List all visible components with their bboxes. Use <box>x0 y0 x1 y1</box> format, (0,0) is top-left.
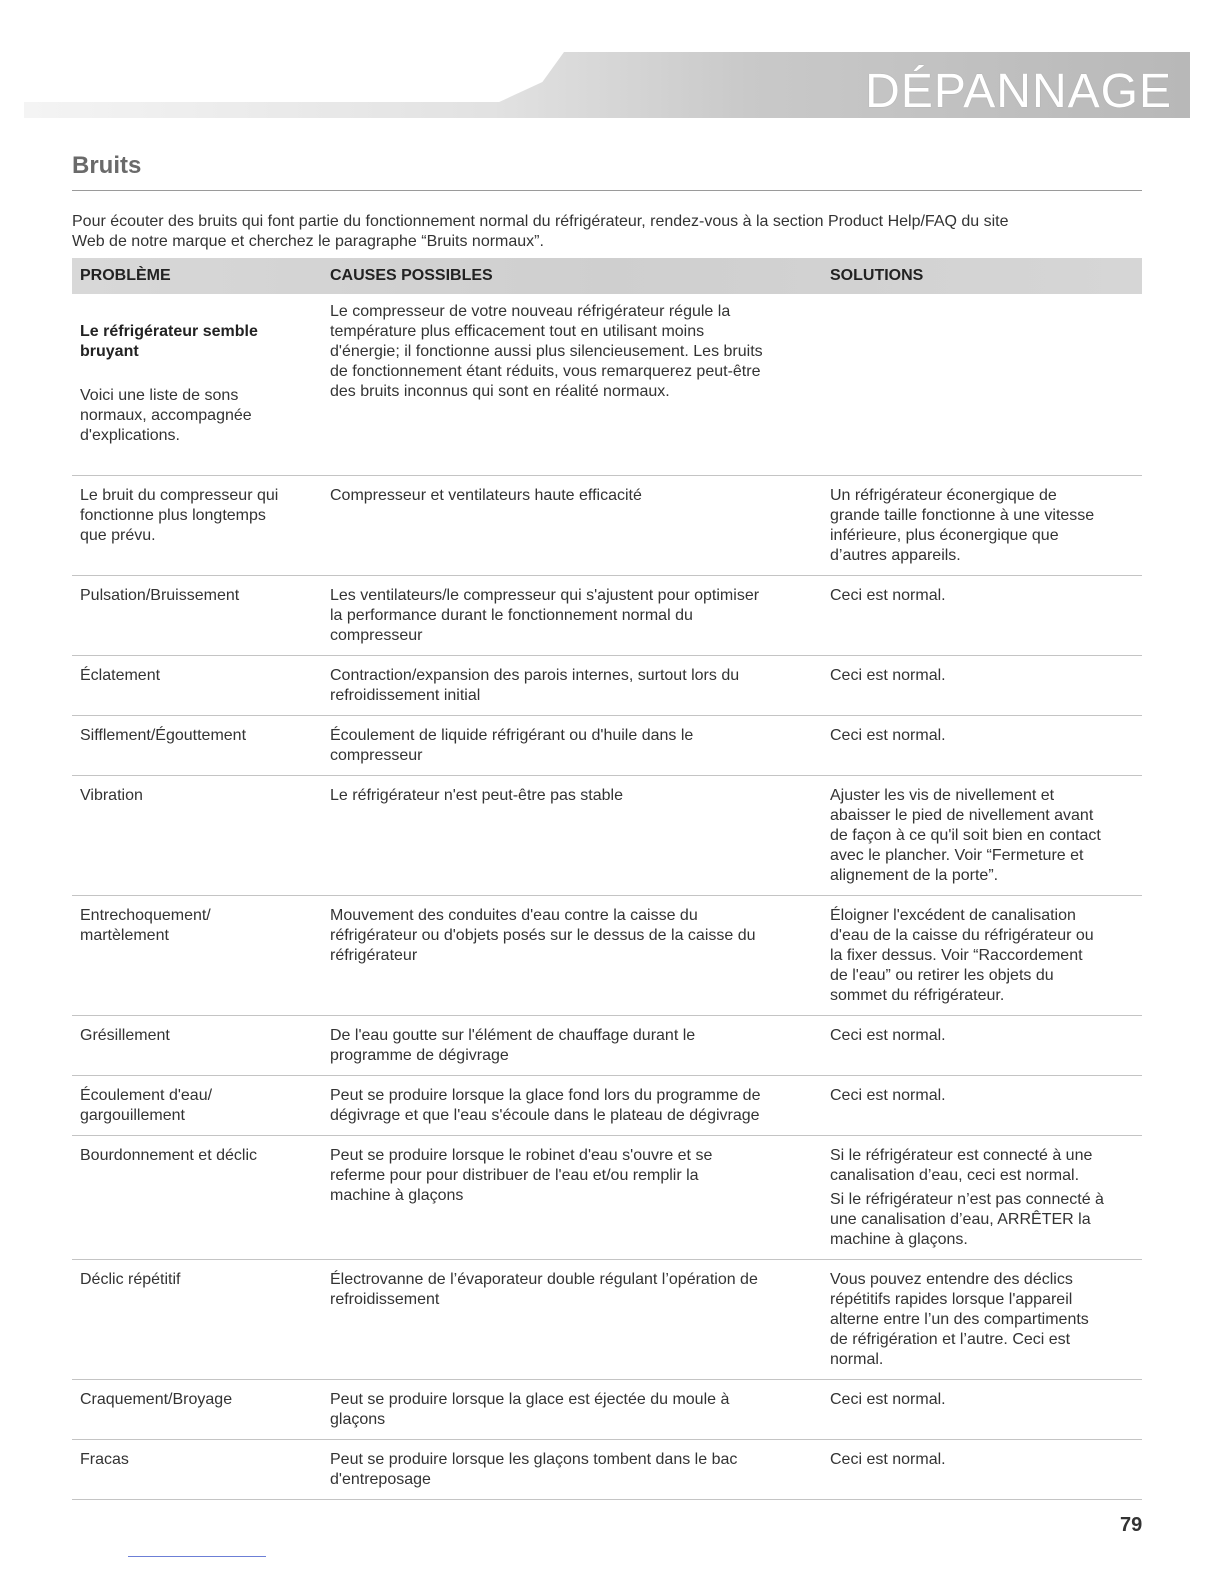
page-number: 79 <box>1120 1514 1143 1536</box>
solution-text: Ceci est normal. <box>830 1027 946 1044</box>
solution-cell <box>822 906 1142 1006</box>
table-row <box>72 1260 1142 1380</box>
problem-cell: Fracas <box>80 1451 129 1468</box>
solution-cell <box>822 302 1142 466</box>
footer-link-line <box>128 1556 266 1557</box>
solution-cell <box>822 1450 1142 1490</box>
problem-cell: Sifflement/Égouttement <box>80 727 247 744</box>
solution-text: Si le réfrigérateur est connecté à une canalisation d’eau, ceci est normal. <box>830 1147 1093 1184</box>
table-row <box>72 1380 1142 1440</box>
section-title: Bruits <box>72 152 142 179</box>
solution-text: Ceci est normal. <box>830 1451 946 1468</box>
solution-text: Ceci est normal. <box>830 1391 946 1408</box>
solution-text: Ceci est normal. <box>830 587 946 604</box>
solution-text: Ajuster les vis de nivellement et abaisser le pied de nivellement avant de façon à ce qu'il soit bien en contact avec le plancher. Voir “Fermeture et alignement de la porte”. <box>830 787 1101 884</box>
table-row <box>72 476 1142 576</box>
solution-cell <box>822 1026 1142 1066</box>
problem-cell: Éclatement <box>80 667 161 684</box>
cause-cell: Les ventilateurs/le compresseur qui s'ajustent pour optimiser la performance durant le fonctionnement normal du compresseur <box>330 587 760 644</box>
cause-cell: Électrovanne de l’évaporateur double régulant l’opération de refroidissement <box>330 1271 758 1308</box>
header-solutions: SOLUTIONS <box>830 267 924 284</box>
solution-cell <box>822 1270 1142 1370</box>
table-row <box>72 1076 1142 1136</box>
solution-text: Un réfrigérateur éconergique de grande taille fonctionne à une vitesse inférieure, plus éconergique que d’autres appareils. <box>830 487 1095 564</box>
cause-cell: Le compresseur de votre nouveau réfrigérateur régule la température plus efficacement tout en utilisant moins d'énergie; il fonctionne aussi plus silencieusement. Les bruits de fonctionnement étant réduits, vous remarquerez peut-être des bruits inconnus qui sont en réalité normaux. <box>330 303 763 400</box>
solution-cell <box>822 1390 1142 1430</box>
cause-cell: Peut se produire lorsque les glaçons tombent dans le bac d'entreposage <box>330 1451 738 1488</box>
problem-cell: Craquement/Broyage <box>80 1391 233 1408</box>
table-row <box>72 1016 1142 1076</box>
problem-cell: Écoulement d'eau/ gargouillement <box>80 1087 213 1124</box>
cause-cell: Mouvement des conduites d'eau contre la caisse du réfrigérateur ou d'objets posés sur le dessus de la caisse du réfrigérateur <box>330 907 756 964</box>
cause-cell: Compresseur et ventilateurs haute efficacité <box>330 487 642 504</box>
solution-cell <box>822 726 1142 766</box>
cause-cell: Peut se produire lorsque la glace est éjectée du moule à glaçons <box>330 1391 730 1428</box>
solution-text: Ceci est normal. <box>830 727 946 744</box>
solution-text: Éloigner l'excédent de canalisation d'eau de la caisse du réfrigérateur ou la fixer dessus. Voir “Raccordement de l'eau” ou retirer les objets du sommet du réfrigérateur. <box>830 907 1094 1004</box>
cause-cell: Le réfrigérateur n'est peut-être pas stable <box>330 787 623 804</box>
header-causes: CAUSES POSSIBLES <box>330 267 493 284</box>
solution-text-secondary: Si le réfrigérateur n’est pas connecté à une canalisation d’eau, ARRÊTER la machine à glaçons. <box>830 1191 1104 1248</box>
banner-title: DÉPANNAGE <box>865 65 1172 118</box>
table-row <box>72 776 1142 896</box>
problem-cell: Le bruit du compresseur qui fonctionne plus longtemps que prévu. <box>80 487 279 544</box>
problem-description: Voici une liste de sons normaux, accompagnée d'explications. <box>80 387 252 444</box>
solution-text: Vous pouvez entendre des déclics répétitifs rapides lorsque l'appareil alterne entre l’un des compartiments de réfrigération et l’autre. Ceci est normal. <box>830 1271 1089 1368</box>
problem-cell <box>72 302 322 466</box>
solution-cell <box>822 786 1142 886</box>
header-problem: PROBLÈME <box>80 267 171 284</box>
cause-cell: Peut se produire lorsque la glace fond lors du programme de dégivrage et que l'eau s'écoule dans le plateau de dégivrage <box>330 1087 761 1124</box>
problem-cell: Vibration <box>80 787 143 804</box>
table-header <box>72 258 1142 294</box>
solution-cell <box>822 586 1142 646</box>
solution-text: Ceci est normal. <box>830 667 946 684</box>
problem-cell: Déclic répétitif <box>80 1271 181 1288</box>
cause-cell: De l'eau goutte sur l'élément de chauffage durant le programme de dégivrage <box>330 1027 696 1064</box>
cause-cell: Écoulement de liquide réfrigérant ou d'huile dans le compresseur <box>330 727 694 764</box>
solution-cell <box>822 1146 1142 1250</box>
intro-paragraph: Pour écouter des bruits qui font partie du fonctionnement normal du réfrigérateur, rendez-vous à la section Product Help/FAQ du site Web de notre marque et cherchez le paragraphe “Bruits normaux”. <box>72 213 1009 250</box>
table-row <box>72 294 1142 476</box>
table-row <box>72 576 1142 656</box>
cause-cell: Peut se produire lorsque le robinet d'eau s'ouvre et se referme pour pour distribuer de l'eau et/ou remplir la machine à glaçons <box>330 1147 713 1204</box>
section-divider <box>72 190 1142 191</box>
problem-title: Le réfrigérateur semble bruyant <box>80 323 258 360</box>
table-row <box>72 1440 1142 1500</box>
solution-text: Ceci est normal. <box>830 1087 946 1104</box>
solution-cell <box>822 666 1142 706</box>
table-row <box>72 656 1142 716</box>
problem-cell: Bourdonnement et déclic <box>80 1147 257 1164</box>
header-banner <box>24 52 1190 118</box>
problem-cell: Entrechoquement/ martèlement <box>80 907 211 944</box>
banner-decoration <box>24 52 564 102</box>
problem-cell: Pulsation/Bruissement <box>80 587 240 604</box>
table-row <box>72 716 1142 776</box>
table-row <box>72 896 1142 1016</box>
problem-cell: Grésillement <box>80 1027 170 1044</box>
cause-cell: Contraction/expansion des parois internes, surtout lors du refroidissement initial <box>330 667 740 704</box>
table-row <box>72 1136 1142 1260</box>
solution-cell <box>822 1086 1142 1126</box>
solution-cell <box>822 486 1142 566</box>
troubleshooting-table <box>72 258 1142 1500</box>
